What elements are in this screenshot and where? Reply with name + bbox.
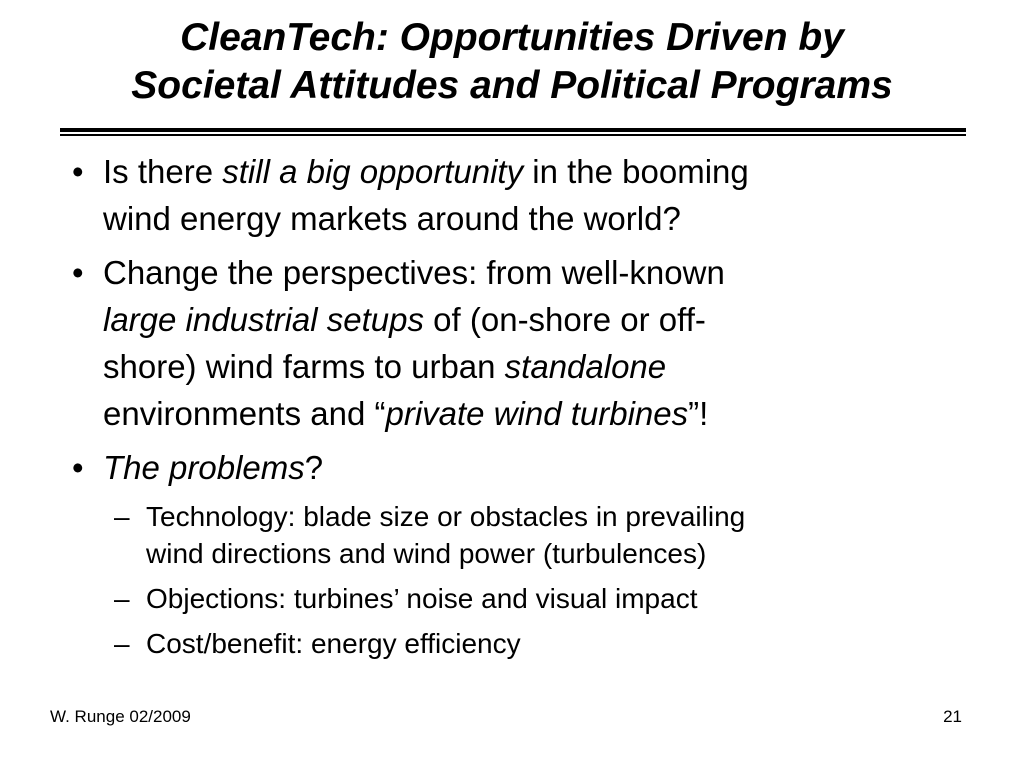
bullet-emphasis: private wind turbines (385, 395, 689, 432)
title-divider-thick (60, 128, 966, 132)
bullet-marker: • (72, 254, 84, 291)
bullet-text: environments and “ (103, 395, 386, 432)
bullet-line (103, 343, 982, 390)
bullet-line (103, 296, 982, 343)
slide-title-line-1: CleanTech: Opportunities Driven by (180, 16, 844, 59)
bullet-line (103, 390, 982, 437)
bullet-line: wind energy markets around the world? (103, 200, 681, 237)
dash-marker: – (114, 628, 130, 659)
footer-author-date: W. Runge 02/2009 (50, 707, 191, 726)
title-divider-thin (60, 134, 966, 136)
dash-marker: – (114, 501, 130, 532)
sub-item-line: Objections: turbines’ noise and visual impact (146, 583, 698, 614)
sub-item-line: Cost/benefit: energy efficiency (146, 628, 521, 659)
sub-item-line: wind directions and wind power (turbulences) (146, 538, 707, 569)
sub-item-cost-benefit (62, 625, 982, 662)
bullet-text: of (on-shore or off- (424, 301, 706, 338)
bullet-text: ”! (688, 395, 709, 432)
bullet-emphasis: large industrial setups (103, 301, 425, 338)
slide-body (62, 148, 982, 670)
bullet-text: in the booming (523, 153, 749, 190)
slide-title-line-2: Societal Attitudes and Political Programs (131, 64, 893, 107)
bullet-text: Is there (103, 153, 223, 190)
footer-page-number: 21 (943, 707, 962, 726)
bullet-emphasis: still a big opportunity (222, 153, 524, 190)
bullet-line (103, 148, 982, 195)
bullet-line: Change the perspectives: from well-known (103, 254, 725, 291)
bullet-item-opportunity (62, 148, 982, 242)
bullet-emphasis: standalone (504, 348, 667, 385)
sub-item-objections (62, 580, 982, 617)
bullet-item-problems (62, 444, 982, 491)
bullet-text: ? (304, 449, 324, 486)
bullet-item-perspectives (62, 249, 982, 437)
dash-marker: – (114, 583, 130, 614)
bullet-marker: • (72, 449, 84, 486)
sub-item-technology (62, 498, 982, 572)
sub-item-line: Technology: blade size or obstacles in prevailing (146, 501, 746, 532)
bullet-text: shore) wind farms to urban (103, 348, 505, 385)
bullet-line (103, 444, 982, 491)
bullet-marker: • (72, 153, 84, 190)
slide-title (40, 14, 984, 110)
bullet-emphasis: The problems (103, 449, 305, 486)
